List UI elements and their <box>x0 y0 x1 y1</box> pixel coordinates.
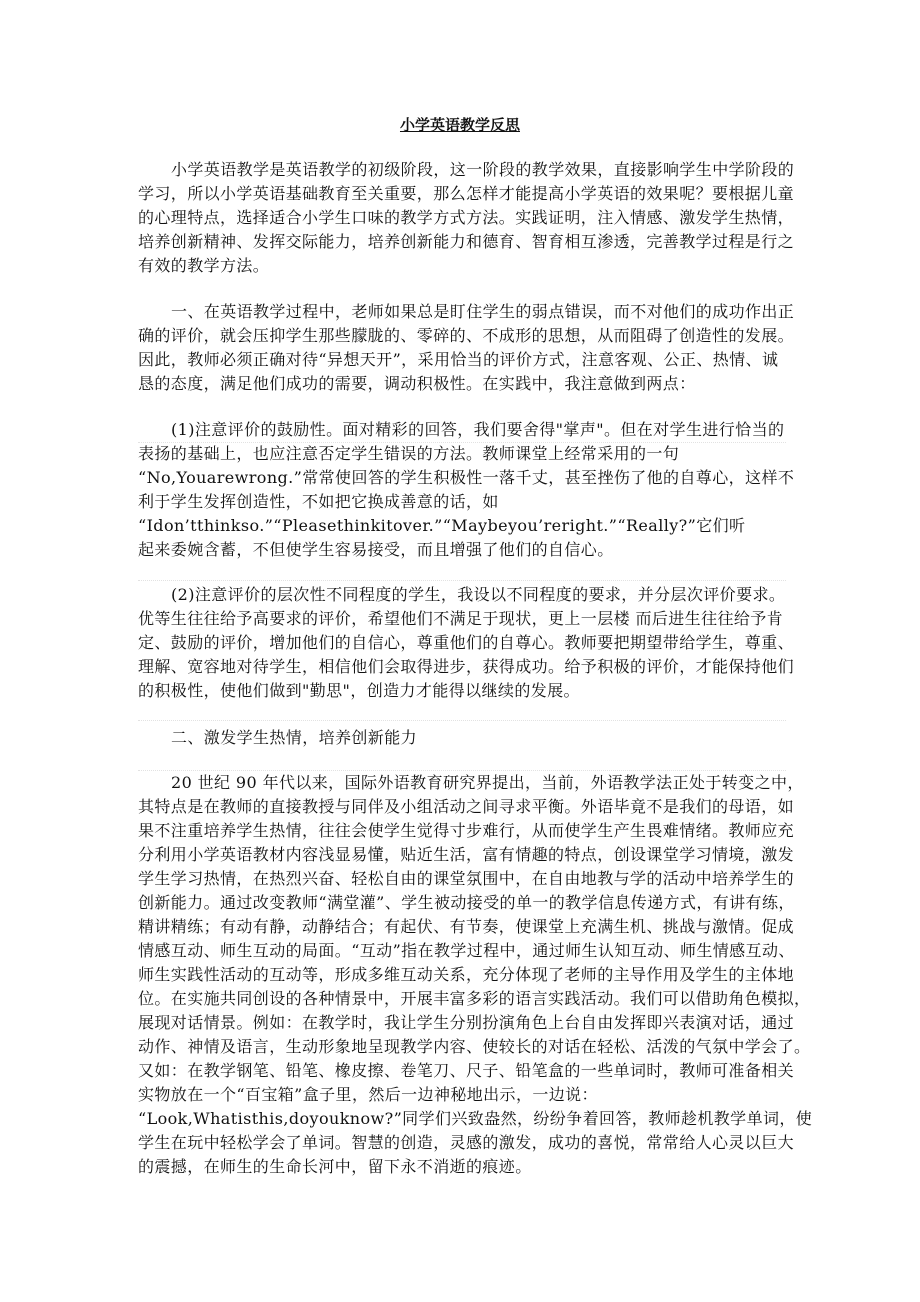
text-line: 小学英语教学是英语教学的初级阶段，这一阶段的教学效果，直接影响学生中学阶段的 <box>171 160 795 179</box>
text-line: 学生学习热情，在热烈兴奋、轻松自由的课堂氛围中，在自由地教与学的活动中培养学生的 <box>138 869 795 888</box>
paragraph <box>138 771 813 1179</box>
paragraph <box>138 158 795 278</box>
text-line: 的积极性，使他们做到"勤思"，创造力才能得以继续的发展。 <box>138 681 580 700</box>
text-line: 实物放在一个“百宝箱”盒子里，然后一边神秘地出示，一边说： <box>138 1085 598 1104</box>
text-line: 其特点是在教师的直接教授与同伴及小组活动之间寻求平衡。外语毕竟不是我们的母语，如 <box>138 797 795 816</box>
text-line: “Idon’tthinkso.”“Pleasethinkitover.”“Maybeyou’reright.”“Really?”它们听 <box>138 516 746 535</box>
text-line: 起来委婉含蓄，不但使学生容易接受，而且增强了他们的自信心。 <box>138 540 614 559</box>
text-line: (1)注意评价的鼓励性。面对精彩的回答，我们要舍得"掌声"。但在对学生进行恰当的 <box>171 420 785 439</box>
text-line: 情感互动、师生互动的局面。“互动”指在教学过程中，通过师生认知互动、师生情感互动、 <box>138 941 795 960</box>
text-line: 学习，所以小学英语基础教育至关重要，那么怎样才能提高小学英语的效果呢？要根据儿童 <box>138 184 795 203</box>
text-line: 一、在英语教学过程中，老师如果总是盯住学生的弱点错误，而不对他们的成功作出正 <box>171 302 795 321</box>
text-line: 确的评价，就会压抑学生那些朦胧的、零碎的、不成形的思想，从而阻碍了创造性的发展。 <box>138 326 795 345</box>
text-line: 创新能力。通过改变教师“满堂灌”、学生被动接受的单一的教学信息传递方式，有讲有练， <box>138 893 795 912</box>
text-line: 表扬的基础上，也应注意否定学生错误的方法。教师课堂上经常采用的一句 <box>138 444 680 463</box>
section-heading <box>138 726 788 750</box>
document-title: 小学英语教学反思 <box>399 116 520 134</box>
text-line: 定、鼓励的评价，增加他们的自信心，尊重他们的自尊心。教师要把期望带给学生，尊重、 <box>138 633 795 652</box>
text-line: 动作、神情及语言，生动形象地呈现教学内容、使较长的对话在轻松、活泼的气氛中学会了。 <box>138 1037 811 1056</box>
divider <box>138 720 786 721</box>
text-line: (2)注意评价的层次性不同程度的学生，我设以不同程度的要求，并分层次评价要求。 <box>171 585 786 604</box>
text-line: 培养创新精神、发挥交际能力，培养创新能力和德育、智育相互渗透，完善教学过程是行之 <box>138 232 795 251</box>
paragraph <box>138 300 795 396</box>
text-line: 果不注重培养学生热情，往往会使学生觉得寸步难行，从而使学生产生畏难情绪。教师应充 <box>138 821 795 840</box>
text-line: 优等生往往给予高要求的评价，希望他们不满足于现状，更上一层楼 而后进生往往给予肯 <box>138 609 784 628</box>
text-line: 恳的态度，满足他们成功的需要，调动积极性。在实践中，我注意做到两点： <box>138 374 696 393</box>
text-line: “Look,Whatisthis,doyouknow?”同学们兴致盎然，纷纷争着回答，教师趁机教学单词，使 <box>138 1109 813 1128</box>
text-line: 利于学生发挥创造性，不如把它换成善意的话，如 <box>138 492 499 511</box>
text-line: 因此，教师必须正确对待“异想天开”，采用恰当的评价方式，注意客观、公正、热情、诚 <box>138 350 779 369</box>
text-line: 学生在玩中轻松学会了单词。智慧的创造，灵感的激发，成功的喜悦，常常给人心灵以巨大 <box>138 1133 795 1152</box>
text-line: 分利用小学英语教材内容浅显易懂，贴近生活，富有情趣的特点，创设课堂学习情境，激发 <box>138 845 795 864</box>
text-line: 有效的教学方法。 <box>138 256 270 275</box>
divider <box>138 442 786 443</box>
text-line: 理解、宽容地对待学生，相信他们会取得进步，获得成功。给予积极的评价，才能保持他们 <box>138 657 795 676</box>
text-line: 又如：在教学钢笔、铅笔、橡皮擦、卷笔刀、尺子、铅笔盒的一些单词时，教师可准备相关 <box>138 1061 795 1080</box>
text-line: 20 世纪 90 年代以来，国际外语教育研究界提出，当前，外语教学法正处于转变之中， <box>171 773 804 792</box>
divider <box>138 580 786 581</box>
text-line: 的震撼，在师生的生命长河中，留下永不消逝的痕迹。 <box>138 1157 532 1176</box>
text-line: 二、激发学生热情，培养创新能力 <box>171 728 418 747</box>
paragraph <box>138 418 795 562</box>
text-line: 精讲精练；有动有静，动静结合；有起伏、有节奏，使课堂上充满生机、挑战与激情。促成 <box>138 917 795 936</box>
text-line: 的心理特点，选择适合小学生口味的教学方式方法。实践证明，注入情感、激发学生热情， <box>138 208 795 227</box>
text-line: 展现对话情景。例如：在教学时，我让学生分别扮演角色上台自由发挥即兴表演对话，通过 <box>138 1013 795 1032</box>
paragraph <box>138 583 795 703</box>
text-line: 师生实践性活动的互动等，形成多维互动关系，充分体现了老师的主导作用及学生的主体地 <box>138 965 795 984</box>
text-line: 位。在实施共同创设的各种情景中，开展丰富多彩的语言实践活动。我们可以借助角色模拟， <box>138 989 811 1008</box>
text-line: “No,Youarewrong.”常常使回答的学生积极性一落千丈，甚至挫伤了他的自尊心，这样不 <box>138 468 795 487</box>
divider <box>138 770 786 771</box>
